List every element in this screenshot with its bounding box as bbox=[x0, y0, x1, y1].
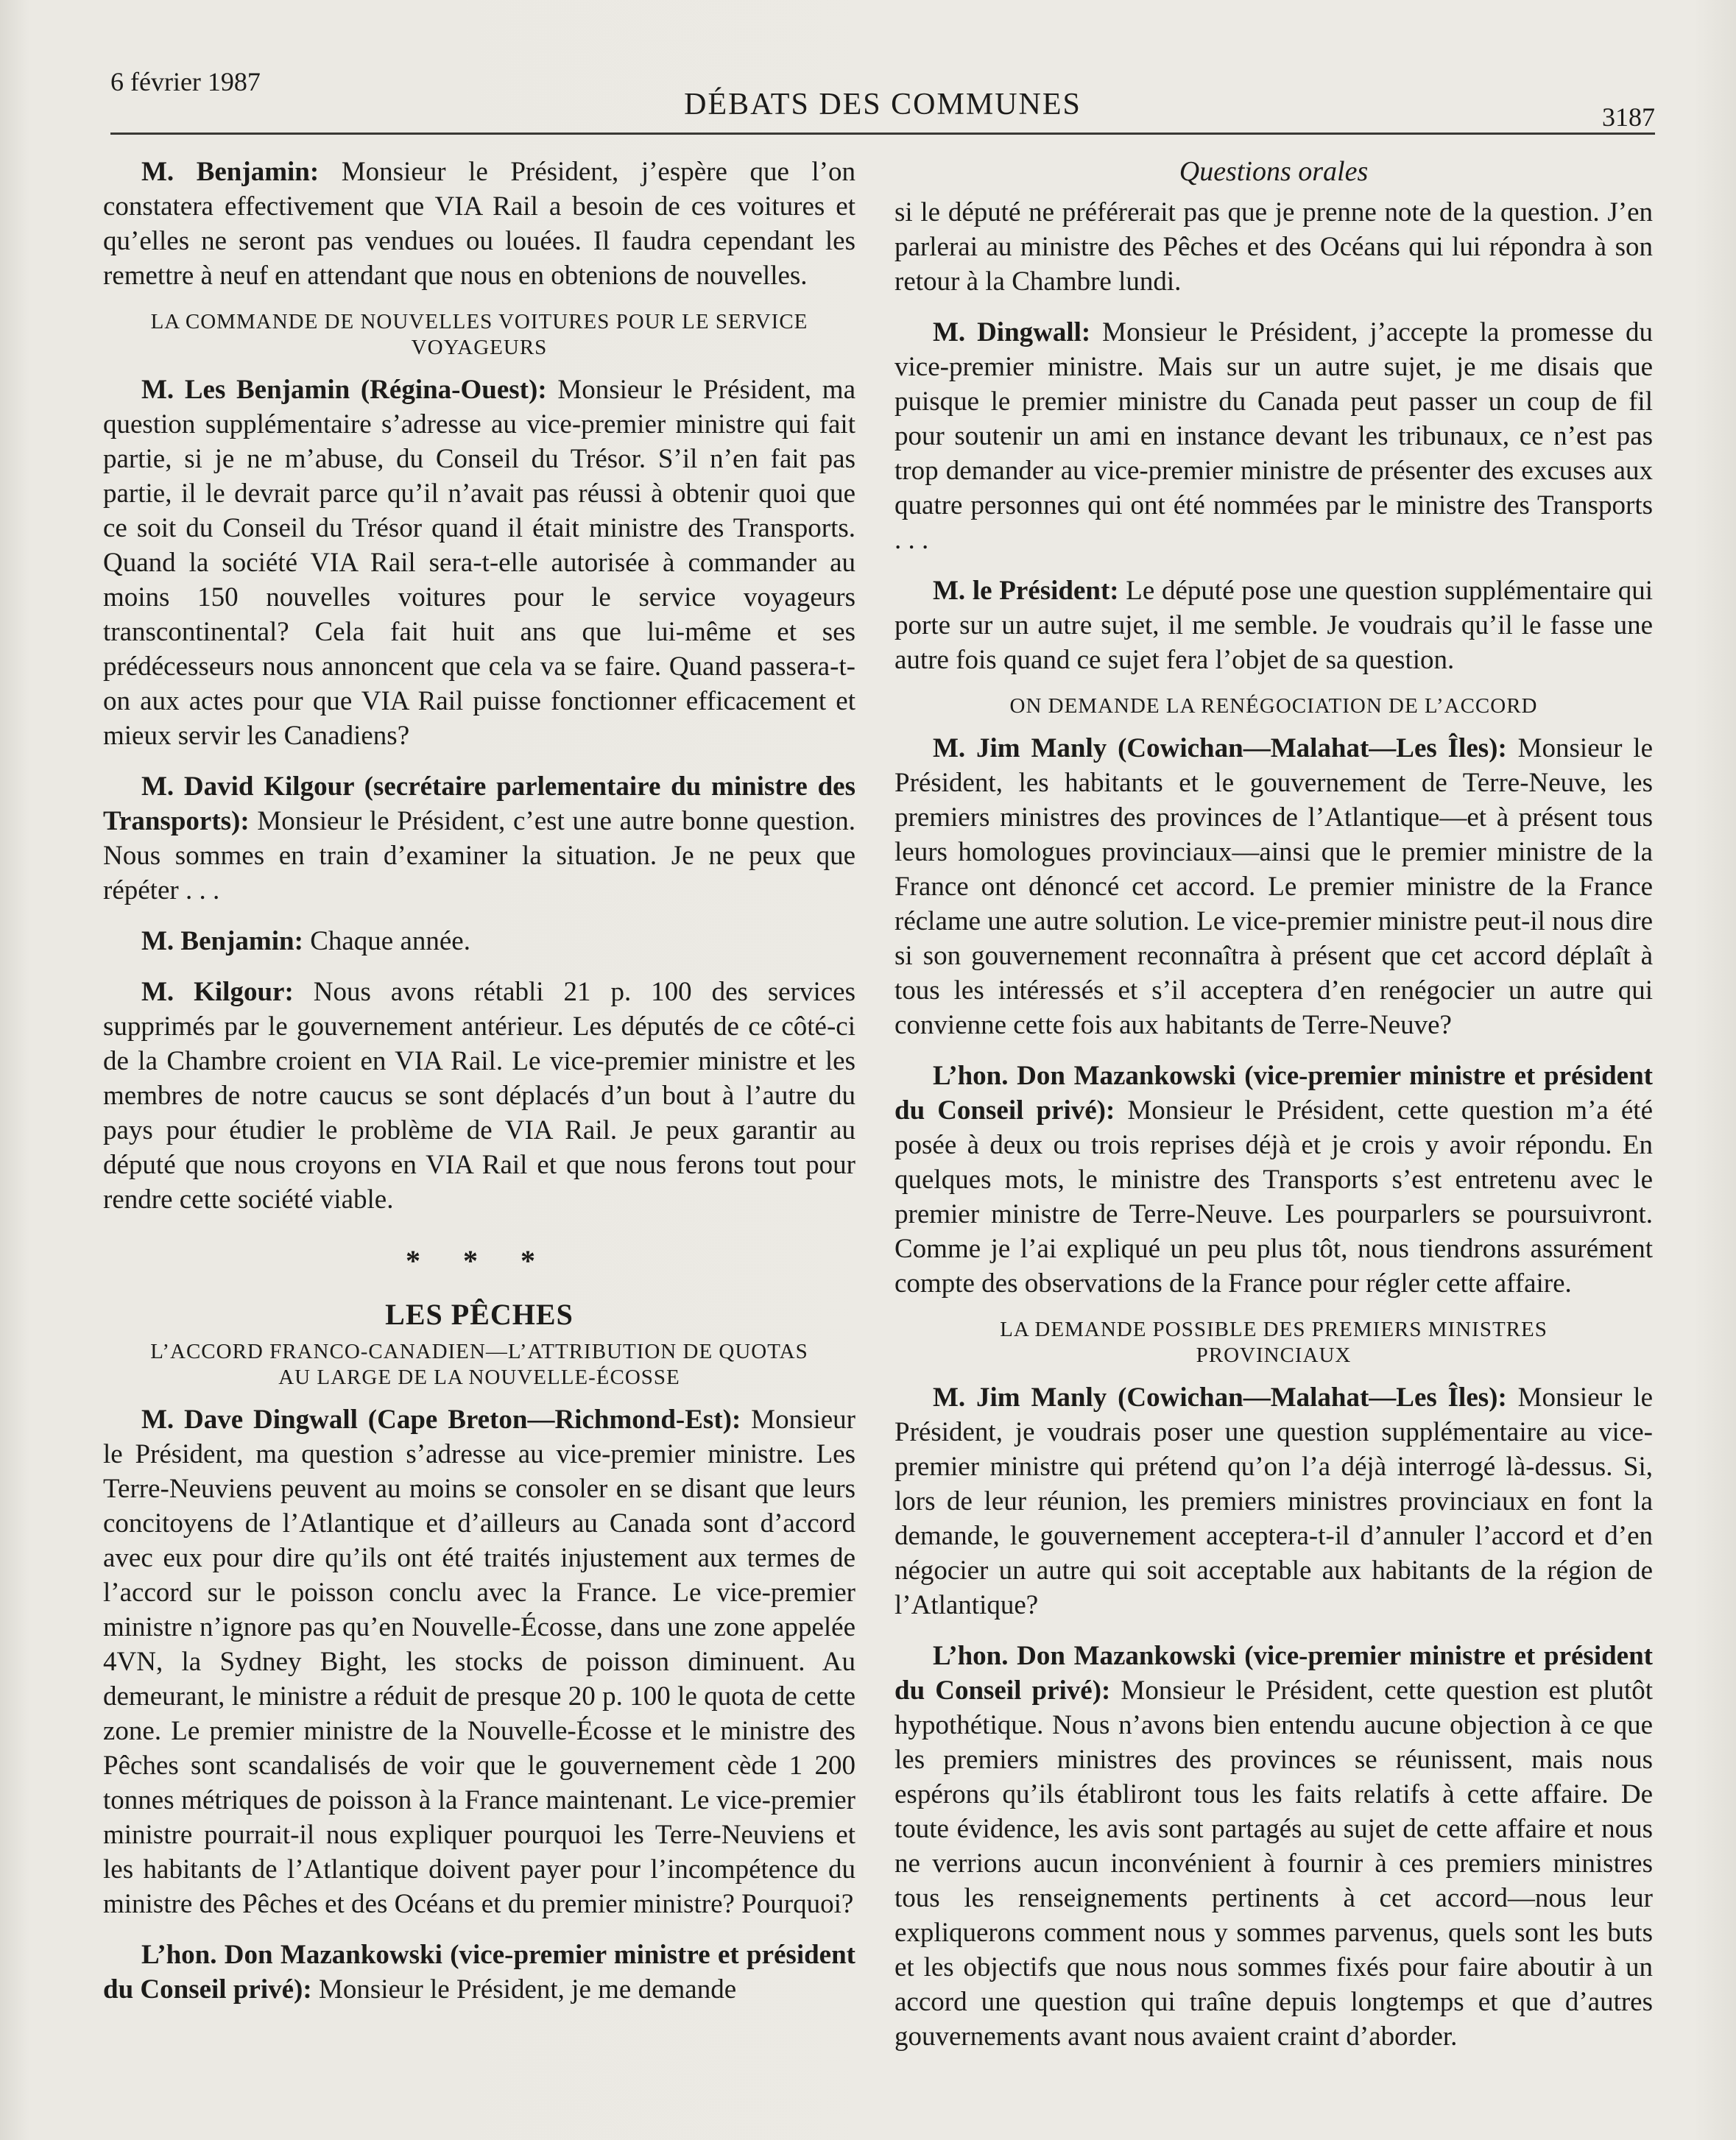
left-column bbox=[103, 155, 855, 2096]
speaker-name: M. Dave Dingwall (Cape Breton—Richmond-Est): bbox=[141, 1405, 741, 1435]
speech-text: Monsieur le Président, j’accepte la promesse du vice-premier ministre. Mais sur un autre sujet, je me disais que puisque le premier ministre du Canada peut passer un coup de fil pour soutenir un ami en instance devant les tribunaux, ce n’est pas trop demander au vice-premier ministre de présenter des excuses aux quatre personnes qui ont été nommées par le ministre des Transports . . . bbox=[895, 317, 1653, 555]
speaker-name: L’hon. Don Mazankowski (vice-premier ministre et président du Conseil privé): bbox=[103, 1940, 855, 2005]
paragraph bbox=[103, 372, 855, 753]
paragraph bbox=[103, 924, 855, 958]
speaker-name: L’hon. Don Mazankowski (vice-premier ministre et président du Conseil privé): bbox=[895, 1641, 1653, 1706]
section-subheading: LA COMMANDE DE NOUVELLES VOITURES POUR LE SERVICE VOYAGEURS bbox=[150, 310, 808, 359]
paragraph bbox=[103, 975, 855, 1217]
paragraph bbox=[895, 195, 1653, 299]
speech-text: Monsieur le Président, je me demande bbox=[318, 1974, 737, 2005]
speaker-name: M. Jim Manly (Cowichan—Malahat—Les Îles): bbox=[933, 1382, 1507, 1413]
speech-text: Chaque année. bbox=[310, 926, 470, 956]
speech-text: Monsieur le Président, ma question s’adresse au vice-premier ministre. Les Terre-Neuviens peuvent au moins se consoler en se disant que leurs concitoyens de l’Atlantique et d’ailleurs au Canada sont d’accord avec eux pour dire qu’ils ont été traités injustement aux termes de l’accord sur le poisson conclu avec la France. Le vice-premier ministre n’ignore pas qu’en Nouvelle-Écosse, dans une zone appelée 4VN, la Sydney Bight, les stocks de poisson diminuent. Au demeurant, le ministre a réduit de presque 20 p. 100 le quota de cette zone. Le premier ministre de la Nouvelle-Écosse et le ministre des Pêches sont scandalisés de voir que le gouvernement cède 1 200 tonnes métriques de poisson à la France maintenant. Le vice-premier ministre pourrait-il nous expliquer pourquoi les Terre-Neuviens et les habitants de l’Atlantique doivent payer pour l’incompétence du ministre des Pêches et des Océans et du premier ministre? Pourquoi? bbox=[103, 1405, 855, 1919]
header-date: 6 février 1987 bbox=[110, 67, 261, 96]
paragraph bbox=[895, 1639, 1653, 2054]
paragraph bbox=[895, 573, 1653, 677]
speech-text: Monsieur le Président, je voudrais poser une question supplémentaire au vice-premier ministre qui prétend qu’on l’a déjà interrogé là-dessus. Si, lors de leur réunion, les premiers ministres provinciaux en font la demande, le gouvernement acceptera-t-il d’annuler l’accord et d’en négocier un autre qui soit acceptable aux habitants de la région de l’Atlantique? bbox=[895, 1382, 1653, 1620]
right-column bbox=[895, 155, 1653, 2096]
paragraph bbox=[103, 769, 855, 908]
page-header bbox=[110, 65, 1655, 135]
speaker-name: M. Jim Manly (Cowichan—Malahat—Les Îles): bbox=[933, 733, 1507, 763]
speech-text: Monsieur le Président, cette question est plutôt hypothétique. Nous n’avons bien entendu aucune objection à ce que les premiers ministres des provinces se réunissent, mais nous espérons qu’ils établiront tous les faits relatifs à cette affaire. De toute évidence, les avis sont partagés au sujet de cette affaire et nous ne verrions aucun inconvénient à fournir à ces premiers ministres tous les renseignements pertinents à cet accord—nous leur expliquerons comment nous y sommes parvenus, quels sont les buts et les objectifs que nous nous sommes fixés pour faire aboutir à un accord une question qui traîne depuis longtemps et que d’autres gouvernements avant nous avaient craint d’aborder. bbox=[895, 1675, 1654, 2052]
paragraph bbox=[103, 155, 855, 293]
page-number: 3187 bbox=[1602, 102, 1655, 132]
column-heading: Questions orales bbox=[1179, 156, 1369, 187]
section-separator: * * * bbox=[406, 1244, 553, 1277]
speech-text: Monsieur le Président, ma question supplémentaire s’adresse au vice-premier ministre qui fait partie, si je ne m’abuse, du Conseil du Trésor. S’il n’en fait pas partie, il le devrait parce qu’il n’avait pas réussi à obtenir quoi que ce soit du Conseil du Trésor quand il était ministre des Transports. Quand la société VIA Rail sera-t-elle autorisée à commander au moins 150 nouvelles voitures pour le service voyageurs transcontinental? Cela fait huit ans que lui-même et ses prédécesseurs nous annoncent que cela va se faire. Quand passera-t-on aux actes pour que VIA Rail puisse fonctionner efficacement et mieux servir les Canadiens? bbox=[103, 375, 855, 751]
section-subheading: LA DEMANDE POSSIBLE DES PREMIERS MINISTRES PROVINCIAUX bbox=[1000, 1318, 1548, 1367]
speaker-name: M. David Kilgour (secrétaire parlementaire du ministre des Transports): bbox=[103, 771, 855, 836]
speech-text: Le député pose une question supplémentaire qui porte sur un autre sujet, il me semble. Je voudrais qu’il le fasse une autre fois quand ce sujet fera l’objet de sa question. bbox=[895, 576, 1653, 675]
paragraph bbox=[103, 1938, 855, 2007]
speaker-name: M. Benjamin: bbox=[141, 157, 320, 187]
header-title: DÉBATS DES COMMUNES bbox=[684, 88, 1082, 121]
paragraph bbox=[103, 1402, 855, 1921]
paragraph bbox=[895, 1380, 1653, 1622]
speech-text: Monsieur le Président, les habitants et le gouvernement de Terre-Neuve, les premiers ministres des provinces de l’Atlantique—et à présent tous leurs homologues provinciaux—ainsi que le premier ministre de la France ont dénoncé cet accord. Le premier ministre de la France réclame une autre solution. Le vice-premier ministre peut-il nous dire si son gouvernement reconnaîtra à présent que cet accord déplaît à tous les intéressés et s’il acceptera d’en renégocier un autre qui convienne cette fois aux habitants de Terre-Neuve? bbox=[895, 733, 1653, 1040]
speaker-name: L’hon. Don Mazankowski (vice-premier ministre et président du Conseil privé): bbox=[895, 1061, 1653, 1126]
speech-text: Monsieur le Président, j’espère que l’on constatera effectivement que VIA Rail a besoin de ces voitures et qu’elles ne seront pas vendues ou louées. Il faudra cependant les remettre à neuf en attendant que nous en obtenions de nouvelles. bbox=[103, 157, 855, 291]
speech-text: si le député ne préférerait pas que je prenne note de la question. J’en parlerai au ministre des Pêches et des Océans qui lui répondra à son retour à la Chambre lundi. bbox=[895, 197, 1653, 297]
section-subheading: ON DEMANDE LA RENÉGOCIATION DE L’ACCORD bbox=[1009, 694, 1538, 718]
speaker-name: M. le Président: bbox=[933, 576, 1119, 606]
speech-text: Nous avons rétabli 21 p. 100 des services supprimés par le gouvernement antérieur. Les députés de ce côté-ci de la Chambre croient en VIA Rail. Le vice-premier ministre et les membres de notre caucus se sont déplacés d’un bout à l’autre du pays pour étudier le problème de VIA Rail. Je peux garantir au député que nous croyons en VIA Rail et que nous ferons tout pour rendre cette société viable. bbox=[103, 977, 856, 1215]
speaker-name: M. Benjamin: bbox=[141, 926, 303, 956]
speaker-name: M. Les Benjamin (Régina-Ouest): bbox=[141, 375, 547, 405]
speaker-name: M. Kilgour: bbox=[141, 977, 294, 1007]
speech-text: Monsieur le Président, c’est une autre bonne question. Nous sommes en train d’examiner la situation. Je ne peux que répéter . . . bbox=[103, 806, 856, 905]
speaker-name: M. Dingwall: bbox=[933, 317, 1091, 347]
section-subheading: L’ACCORD FRANCO-CANADIEN—L’ATTRIBUTION DE QUOTAS AU LARGE DE LA NOUVELLE-ÉCOSSE bbox=[150, 1340, 808, 1389]
paragraph bbox=[895, 731, 1653, 1042]
rubric-heading: LES PÊCHES bbox=[385, 1298, 574, 1331]
paragraph bbox=[895, 1059, 1653, 1301]
speech-text: Monsieur le Président, cette question m’a été posée à deux ou trois reprises déjà et je crois y avoir répondu. En quelques mots, le ministre des Transports s’est entretenu avec le premier ministre de Terre-Neuve. Les pourparlers se poursuivront. Comme je l’ai expliqué un peu plus tôt, nous tiendrons assurément compte des observations de la France pour régler cette affaire. bbox=[895, 1095, 1654, 1299]
paragraph bbox=[895, 315, 1653, 557]
